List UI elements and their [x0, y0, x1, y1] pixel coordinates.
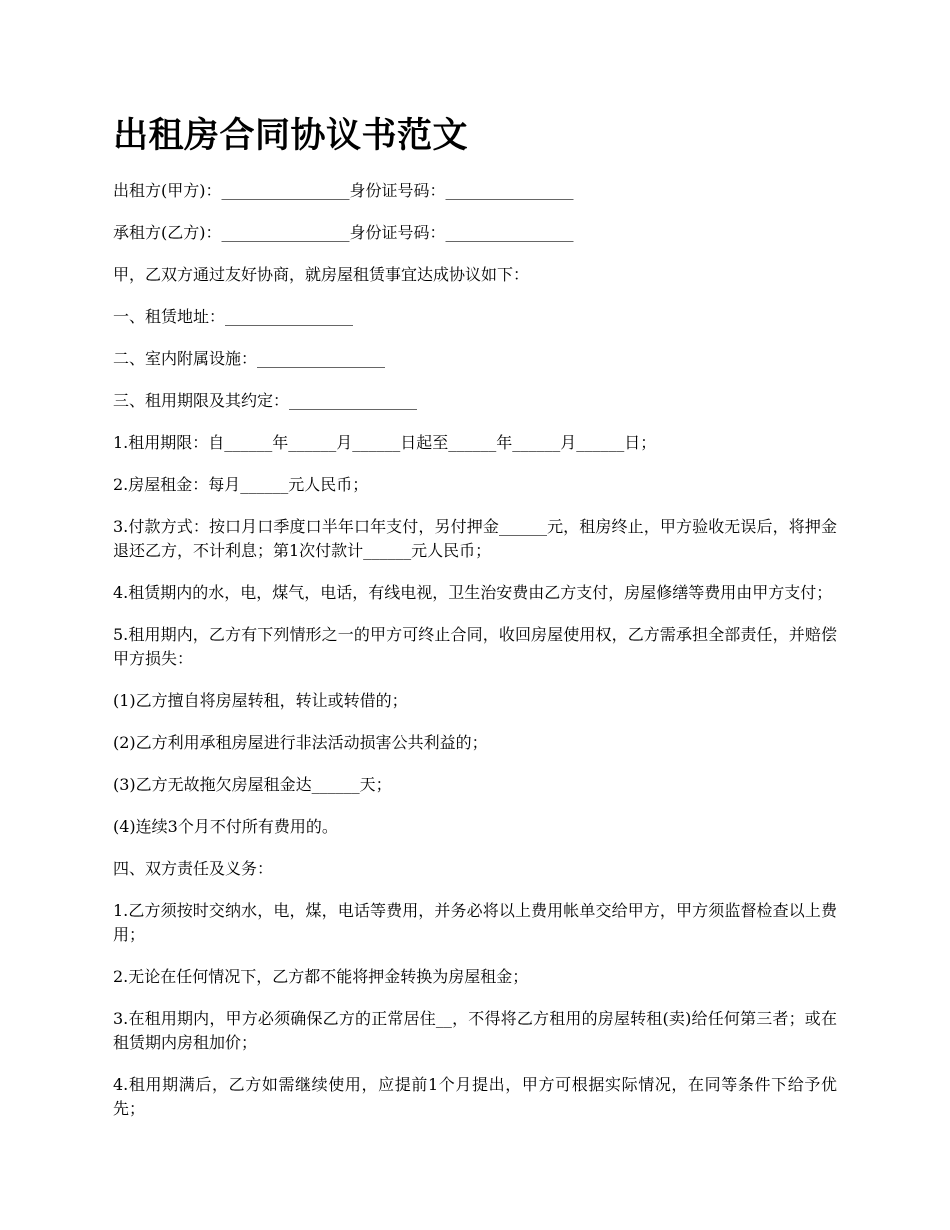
responsibility-1: 1.乙方须按时交纳水，电，煤，电话等费用，并务必将以上费用帐单交给甲方，甲方须监督检查以上费用； — [113, 901, 837, 944]
responsibility-2: 2.无论在任何情况下，乙方都不能将押金转换为房屋租金； — [113, 967, 529, 986]
intro-paragraph: 甲，乙双方通过友好协商，就房屋租赁事宜达成协议如下： — [113, 265, 530, 284]
termination-item-2: (2)乙方利用承租房屋进行非法活动损害公共利益的； — [113, 733, 488, 752]
clause-term: 1.租用期限：自______年______月______日起至______年______月______日； — [113, 433, 657, 452]
clause-rent: 2.房屋租金：每月______元人民币； — [113, 475, 369, 494]
document-body — [113, 179, 837, 1139]
party-b-line: 承租方(乙方)：________________身份证号码：________________ — [113, 223, 574, 242]
clause-termination: 5.租用期内，乙方有下列情形之一的甲方可终止合同，收回房屋使用权，乙方需承担全部责任，并赔偿甲方损失： — [113, 625, 837, 668]
termination-item-1: (1)乙方擅自将房屋转租，转让或转借的； — [113, 691, 408, 710]
section-rental-address: 一、租赁地址：________________ — [113, 307, 354, 326]
termination-item-3: (3)乙方无故拖欠房屋租金达______天； — [113, 775, 392, 794]
section-responsibilities-heading: 四、双方责任及义务： — [113, 859, 274, 878]
termination-item-4: (4)连续3个月不付所有费用的。 — [113, 817, 338, 836]
clause-utilities: 4.租赁期内的水，电，煤气，电话，有线电视，卫生治安费由乙方支付，房屋修缮等费用由甲方支付； — [113, 583, 833, 602]
party-a-line: 出租方(甲方)：________________身份证号码：________________ — [113, 181, 574, 200]
section-term-heading: 三、租用期限及其约定：________________ — [113, 391, 418, 410]
document-title: 出租房合同协议书范文 — [113, 115, 469, 156]
responsibility-4: 4.租用期满后，乙方如需继续使用，应提前1个月提出，甲方可根据实际情况，在同等条件下给予优先； — [113, 1075, 837, 1118]
responsibility-3: 3.在租用期内，甲方必须确保乙方的正常居住__，不得将乙方租用的房屋转租(卖)给任何第三者；或在租赁期内房租加价； — [113, 1009, 837, 1052]
clause-payment: 3.付款方式：按口月口季度口半年口年支付，另付押金______元，租房终止，甲方验收无误后，将押金退还乙方，不计利息；第1次付款计______元人民币； — [113, 517, 837, 560]
section-facilities: 二、室内附属设施：________________ — [113, 349, 386, 368]
